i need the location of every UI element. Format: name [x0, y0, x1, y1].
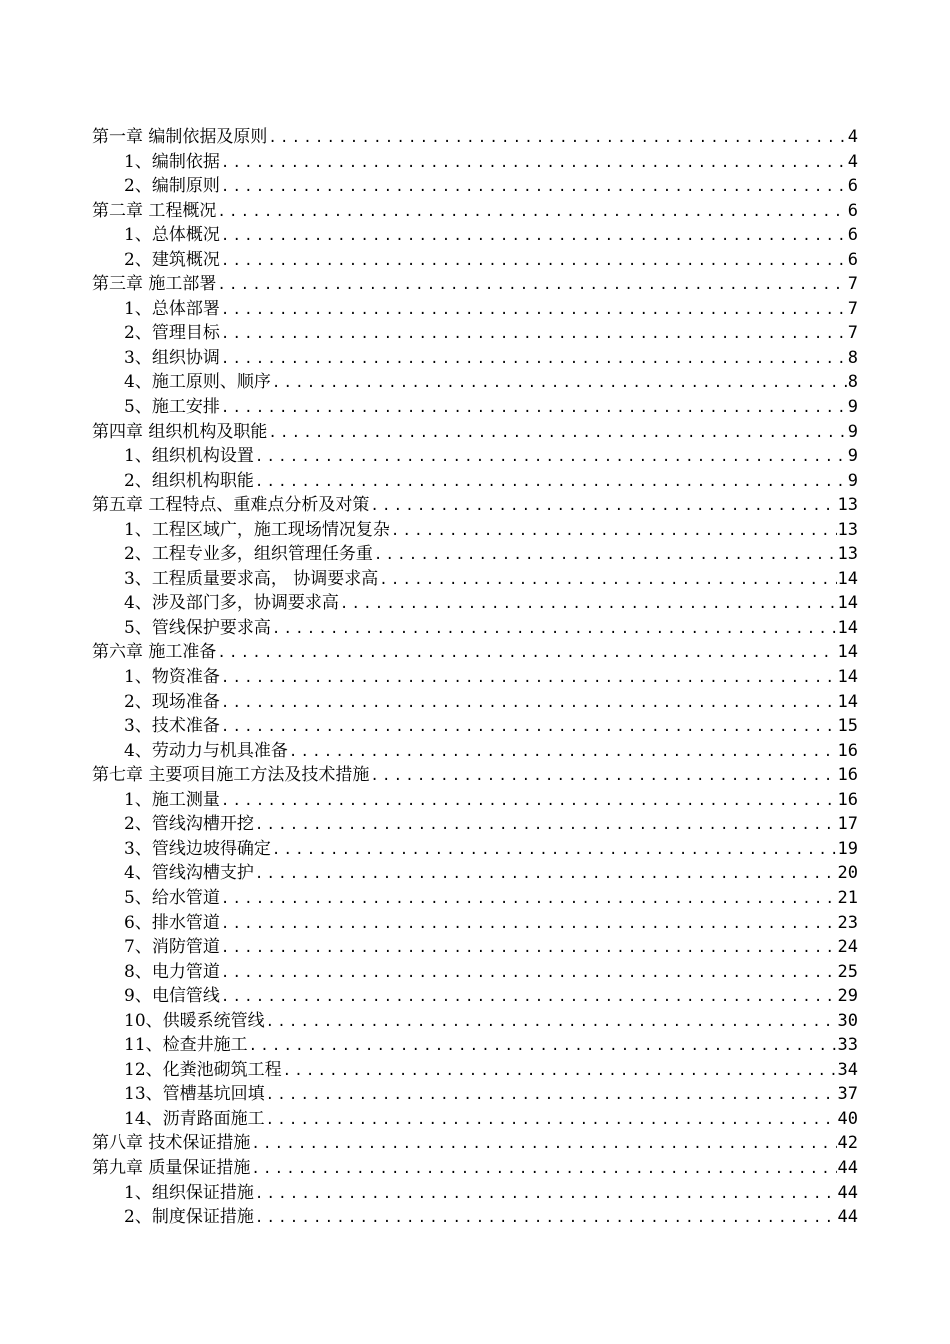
toc-dot-leader: [221, 151, 847, 176]
toc-dot-leader: [221, 961, 837, 986]
toc-page-number: 14: [837, 568, 858, 589]
toc-page-number: 24: [837, 937, 858, 958]
toc-dot-leader: [272, 371, 847, 396]
toc-section-entry[interactable]: [92, 1082, 858, 1107]
toc-page-number: 29: [837, 986, 858, 1007]
toc-section-entry[interactable]: [92, 174, 858, 199]
toc-section-entry[interactable]: [92, 911, 858, 936]
toc-page-number: 6: [847, 225, 858, 246]
toc-page-number: 7: [847, 298, 858, 319]
toc-entry-title: 8、电力管道: [124, 961, 220, 982]
toc-dot-leader: [221, 715, 837, 740]
toc-dot-leader: [266, 1010, 837, 1035]
toc-chapter-entry[interactable]: [92, 493, 858, 518]
toc-page-number: 20: [837, 863, 858, 884]
toc-dot-leader: [379, 568, 836, 593]
toc-page-number: 4: [847, 151, 858, 172]
toc-entry-title: 2、管理目标: [124, 323, 220, 344]
toc-dot-leader: [289, 740, 837, 765]
toc-page-number: 9: [847, 421, 858, 442]
toc-section-entry[interactable]: [92, 1181, 858, 1206]
toc-page-number: 6: [847, 200, 858, 221]
toc-entry-title: 第一章 编制依据及原则: [92, 127, 268, 147]
toc-dot-leader: [283, 1059, 837, 1084]
toc-section-entry[interactable]: [92, 861, 858, 886]
toc-entry-title: 2、编制原则: [124, 176, 220, 197]
toc-section-entry[interactable]: [92, 1058, 858, 1083]
toc-page-number: 14: [837, 667, 858, 688]
toc-page-number: 44: [837, 1182, 858, 1203]
toc-page-number: 14: [837, 593, 858, 614]
toc-page-number: 9: [847, 470, 858, 491]
toc-page-number: 9: [847, 397, 858, 418]
toc-entry-title: 第二章 工程概况: [92, 200, 217, 221]
toc-entry-title: 第八章 技术保证措施: [92, 1133, 251, 1154]
toc-dot-leader: [221, 175, 847, 200]
toc-page-number: 13: [837, 495, 858, 516]
toc-section-entry[interactable]: [92, 935, 858, 960]
toc-dot-leader: [340, 592, 837, 617]
toc-page-number: 13: [837, 544, 858, 565]
toc-section-entry[interactable]: [92, 714, 858, 739]
toc-entry-title: 第四章 组织机构及职能: [92, 421, 268, 442]
toc-section-entry[interactable]: [92, 739, 858, 764]
toc-page-number: 19: [837, 838, 858, 859]
toc-section-entry[interactable]: [92, 518, 858, 543]
toc-entry-title: 1、组织保证措施: [124, 1182, 254, 1203]
toc-dot-leader: [221, 298, 847, 323]
toc-page-number: 34: [837, 1059, 858, 1080]
toc-entry-title: 4、施工原则、顺序: [124, 372, 271, 393]
toc-chapter-entry[interactable]: [92, 1156, 858, 1181]
toc-entry-title: 14、沥青路面施工: [124, 1108, 265, 1129]
table-of-contents: [92, 125, 858, 1230]
toc-entry-title: 4、劳动力与机具准备: [124, 740, 288, 761]
toc-page-number: 9: [847, 446, 858, 467]
toc-dot-leader: [221, 322, 847, 347]
toc-dot-leader: [268, 421, 846, 446]
toc-entry-title: 2、组织机构职能: [124, 470, 254, 491]
toc-page-number: 6: [847, 176, 858, 197]
toc-entry-title: 第六章 施工准备: [92, 642, 217, 663]
toc-entry-title: 2、制度保证措施: [124, 1207, 254, 1228]
toc-dot-leader: [266, 1083, 837, 1108]
toc-page-number: 16: [837, 740, 858, 761]
toc-section-entry[interactable]: [92, 248, 858, 273]
toc-entry-title: 3、组织协调: [124, 347, 220, 368]
toc-section-entry[interactable]: [92, 837, 858, 862]
toc-page-number: 4: [847, 127, 858, 147]
toc-page-number: 16: [837, 789, 858, 810]
toc-section-entry[interactable]: [92, 984, 858, 1009]
toc-entry-title: 13、管槽基坑回填: [124, 1084, 265, 1105]
toc-entry-title: 1、总体部署: [124, 298, 220, 319]
toc-entry-title: 3、技术准备: [124, 716, 220, 737]
toc-section-entry[interactable]: [92, 567, 858, 592]
toc-section-entry[interactable]: [92, 370, 858, 395]
toc-section-entry[interactable]: [92, 150, 858, 175]
toc-entry-title: 第七章 主要项目施工方法及技术措施: [92, 765, 370, 786]
toc-section-entry[interactable]: [92, 321, 858, 346]
toc-chapter-entry[interactable]: [92, 199, 858, 224]
toc-dot-leader: [221, 912, 837, 937]
toc-page-number: 14: [837, 691, 858, 712]
toc-section-entry[interactable]: [92, 469, 858, 494]
toc-section-entry[interactable]: [92, 1107, 858, 1132]
toc-page-number: 37: [837, 1084, 858, 1105]
toc-section-entry[interactable]: [92, 665, 858, 690]
toc-section-entry[interactable]: [92, 223, 858, 248]
toc-section-entry[interactable]: [92, 812, 858, 837]
toc-dot-leader: [255, 862, 837, 887]
toc-section-entry[interactable]: [92, 346, 858, 371]
toc-section-entry[interactable]: [92, 690, 858, 715]
toc-section-entry[interactable]: [92, 542, 858, 567]
toc-dot-leader: [221, 347, 847, 372]
toc-dot-leader: [391, 519, 837, 544]
toc-dot-leader: [370, 494, 836, 519]
toc-dot-leader: [221, 396, 847, 421]
toc-entry-title: 10、供暖系统管线: [124, 1010, 265, 1031]
toc-page-number: 23: [837, 912, 858, 933]
toc-dot-leader: [255, 1206, 837, 1231]
toc-dot-leader: [251, 1132, 836, 1157]
toc-dot-leader: [272, 617, 837, 642]
toc-entry-title: 3、工程质量要求高， 协调要求高: [124, 568, 379, 589]
toc-entry-title: 1、总体概况: [124, 225, 220, 246]
toc-dot-leader: [255, 813, 837, 838]
toc-entry-title: 11、检查井施工: [124, 1035, 248, 1056]
toc-dot-leader: [266, 1108, 837, 1133]
toc-section-entry[interactable]: [92, 1205, 858, 1230]
toc-entry-title: 5、给水管道: [124, 887, 220, 908]
toc-dot-leader: [221, 691, 837, 716]
toc-entry-title: 6、排水管道: [124, 912, 220, 933]
toc-dot-leader: [370, 764, 836, 789]
toc-section-entry[interactable]: [92, 616, 858, 641]
toc-entry-title: 2、建筑概况: [124, 249, 220, 270]
toc-page-number: 40: [837, 1108, 858, 1129]
toc-section-entry[interactable]: [92, 444, 858, 469]
toc-section-entry[interactable]: [92, 297, 858, 322]
toc-dot-leader: [221, 887, 837, 912]
toc-dot-leader: [272, 838, 837, 863]
toc-chapter-entry[interactable]: [92, 272, 858, 297]
toc-dot-leader: [221, 789, 837, 814]
toc-section-entry[interactable]: [92, 1009, 858, 1034]
toc-page-number: 7: [847, 274, 858, 295]
toc-entry-title: 7、消防管道: [124, 937, 220, 958]
toc-page-number: 42: [837, 1133, 858, 1154]
toc-dot-leader: [251, 1157, 836, 1182]
toc-page-number: 15: [837, 716, 858, 737]
toc-page-number: 8: [847, 347, 858, 368]
toc-dot-leader: [217, 273, 846, 298]
toc-dot-leader: [221, 249, 847, 274]
toc-entry-title: 5、施工安排: [124, 397, 220, 418]
toc-entry-title: 2、工程专业多，组织管理任务重: [124, 544, 373, 565]
toc-entry-title: 第三章 施工部署: [92, 274, 217, 295]
toc-page-number: 14: [837, 617, 858, 638]
toc-chapter-entry[interactable]: [92, 640, 858, 665]
toc-chapter-entry[interactable]: [92, 125, 858, 150]
toc-entry-title: 9、电信管线: [124, 986, 220, 1007]
toc-dot-leader: [217, 200, 846, 225]
toc-entry-title: 第九章 质量保证措施: [92, 1157, 251, 1178]
toc-entry-title: 2、管线沟槽开挖: [124, 814, 254, 835]
toc-dot-leader: [249, 1034, 837, 1059]
toc-section-entry[interactable]: [92, 591, 858, 616]
toc-entry-title: 5、管线保护要求高: [124, 617, 271, 638]
toc-dot-leader: [255, 445, 847, 470]
toc-entry-title: 4、涉及部门多，协调要求高: [124, 593, 339, 614]
toc-entry-title: 1、施工测量: [124, 789, 220, 810]
toc-page-number: 44: [837, 1207, 858, 1228]
toc-entry-title: 第五章 工程特点、重难点分析及对策: [92, 495, 370, 516]
toc-entry-title: 2、现场准备: [124, 691, 220, 712]
toc-page-number: 13: [837, 519, 858, 540]
toc-section-entry[interactable]: [92, 788, 858, 813]
toc-dot-leader: [221, 985, 837, 1010]
toc-dot-leader: [255, 1182, 837, 1207]
toc-page-number: 7: [847, 323, 858, 344]
toc-page-number: 25: [837, 961, 858, 982]
toc-entry-title: 1、工程区域广，施工现场情况复杂: [124, 519, 390, 540]
toc-dot-leader: [374, 543, 837, 568]
toc-section-entry[interactable]: [92, 886, 858, 911]
toc-chapter-entry[interactable]: [92, 763, 858, 788]
toc-section-entry[interactable]: [92, 395, 858, 420]
toc-page-number: 6: [847, 249, 858, 270]
toc-dot-leader: [221, 936, 837, 961]
toc-page-number: 17: [837, 814, 858, 835]
toc-dot-leader: [255, 470, 847, 495]
toc-dot-leader: [221, 666, 837, 691]
toc-section-entry[interactable]: [92, 1033, 858, 1058]
toc-section-entry[interactable]: [92, 960, 858, 985]
toc-dot-leader: [221, 224, 847, 249]
toc-entry-title: 12、化粪池砌筑工程: [124, 1059, 282, 1080]
toc-entry-title: 3、管线边坡得确定: [124, 838, 271, 859]
toc-chapter-entry[interactable]: [92, 1131, 858, 1156]
toc-entry-title: 1、编制依据: [124, 151, 220, 172]
toc-page-number: 16: [837, 765, 858, 786]
toc-entry-title: 4、管线沟槽支护: [124, 863, 254, 884]
toc-page-number: 14: [837, 642, 858, 663]
toc-page-number: 21: [837, 887, 858, 908]
toc-page-number: 44: [837, 1157, 858, 1178]
toc-dot-leader: [217, 641, 836, 666]
toc-dot-leader: [268, 126, 846, 151]
toc-page-number: 33: [837, 1035, 858, 1056]
toc-entry-title: 1、物资准备: [124, 667, 220, 688]
toc-page-number: 30: [837, 1010, 858, 1031]
toc-page-number: 8: [847, 372, 858, 393]
toc-chapter-entry[interactable]: [92, 420, 858, 445]
toc-entry-title: 1、组织机构设置: [124, 446, 254, 467]
